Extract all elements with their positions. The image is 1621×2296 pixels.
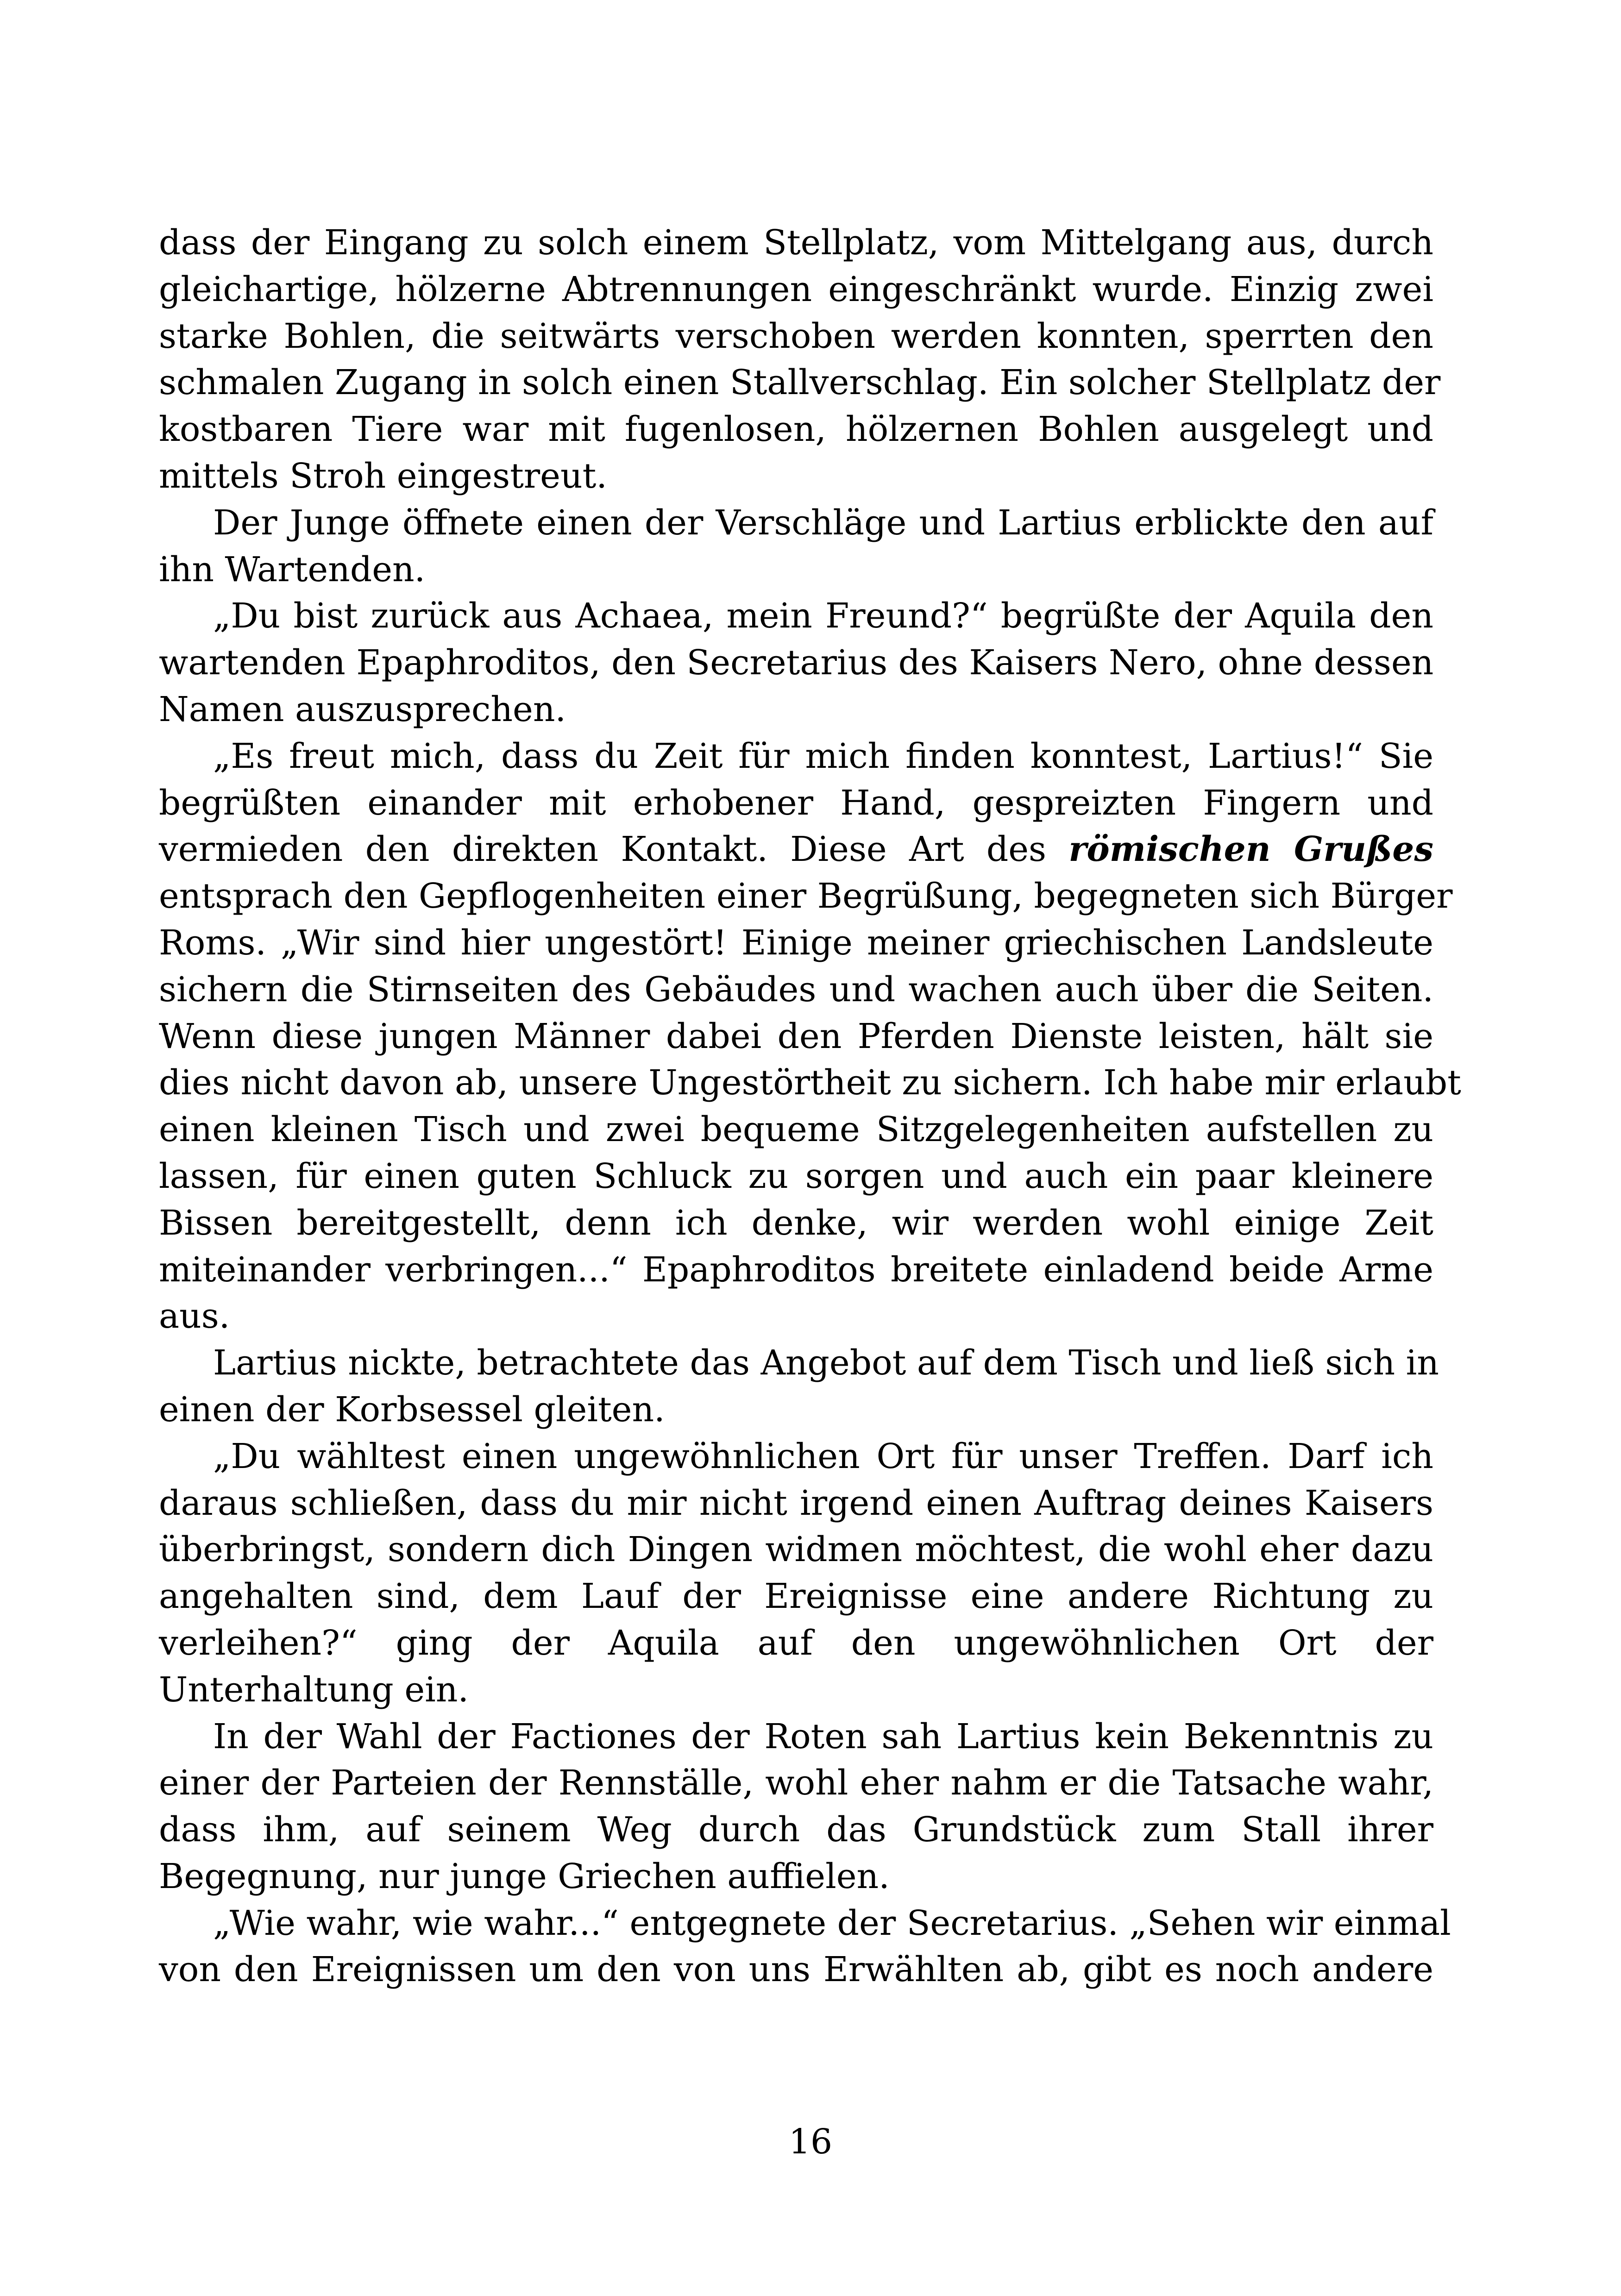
text-line: sichern die Stirnseiten des Gebäudes und wachen auch über die Seiten. [159,969,1433,1010]
text-line: einen kleinen Tisch und zwei bequeme Sitzgelegenheiten aufstellen zu [159,1110,1433,1150]
paragraph [159,1340,1439,1433]
text-line: Der Junge öffnete einen der Verschläge und Lartius erblickte den auf [213,502,1433,543]
text-line: Namen auszusprechen. [159,689,566,729]
text-line: starke Bohlen, die seitwärts verschoben werden konnten, sperrten den [159,316,1433,356]
text-line: kostbaren Tiere war mit fugenlosen, hölzernen Bohlen ausgelegt und [159,409,1433,450]
text-line: aus. [159,1296,230,1336]
text-line: Bissen bereitgestellt, denn ich denke, wir werden wohl einige Zeit [159,1203,1433,1243]
text-line: Roms. „Wir sind hier ungestört! Einige meiner griechischen Landsleute [159,922,1433,963]
text-line: schmalen Zugang in solch einen Stallverschlag. Ein solcher Stellplatz der [159,363,1441,403]
text-line: einen der Korbsessel gleiten. [159,1389,665,1430]
paragraph [159,500,1433,593]
text-line: wartenden Epaphroditos, den Secretarius des Kaisers Nero, ohne dessen [159,643,1434,683]
paragraph [159,733,1461,1340]
text-line: von den Ereignissen um den von uns Erwählten ab, gibt es noch andere [159,1950,1433,1990]
text-segment: vermieden den direkten Kontakt. Diese Art des [159,829,1069,870]
text-line: „Wie wahr, wie wahr...“ entgegnete der Secretarius. „Sehen wir einmal [213,1903,1451,1943]
paragraph [159,1900,1451,1994]
text-line: gleichartige, hölzerne Abtrennungen eingeschränkt wurde. Einzig zwei [159,269,1433,309]
text-line: begrüßten einander mit erhobener Hand, gespreizten Fingern und [159,783,1433,823]
paragraph [159,220,1441,500]
text-line: dass ihm, auf seinem Weg durch das Grundstück zum Stall ihrer [159,1810,1433,1850]
paragraph [159,593,1433,733]
text-line: einer der Parteien der Rennställe, wohl eher nahm er die Tatsache wahr, [159,1763,1433,1803]
text-line: ihn Wartenden. [159,549,426,590]
text-line: Begegnung, nur junge Griechen auffielen. [159,1856,890,1896]
text-line: „Du bist zurück aus Achaea, mein Freund?“ begrüßte der Aquila den [213,596,1433,636]
text-line: überbringst, sondern dich Dingen widmen möchtest, die wohl eher dazu [159,1530,1433,1570]
text-line: dass der Eingang zu solch einem Stellplatz, vom Mittelgang aus, durch [159,223,1433,263]
text-line: lassen, für einen guten Schluck zu sorgen und auch ein paar kleinere [159,1156,1433,1196]
text-line: In der Wahl der Factiones der Roten sah Lartius kein Bekenntnis zu [213,1716,1433,1757]
body-text [159,220,1461,1993]
text-line: mittels Stroh eingestreut. [159,456,607,496]
text-line: Unterhaltung ein. [159,1669,469,1710]
text-line: verleihen?“ ging der Aquila auf den ungewöhnlichen Ort der [159,1623,1433,1663]
text-line: Wenn diese jungen Männer dabei den Pferden Dienste leisten, hält sie [159,1016,1433,1056]
text-line: „Du wähltest einen ungewöhnlichen Ort für unser Treffen. Darf ich [213,1436,1433,1476]
page-number: 16 [788,2122,833,2162]
text-line: angehalten sind, dem Lauf der Ereignisse eine andere Richtung zu [159,1576,1433,1617]
text-line: Lartius nickte, betrachtete das Angebot auf dem Tisch und ließ sich in [213,1343,1439,1383]
paragraph [159,1713,1433,1900]
text-line: „Es freut mich, dass du Zeit für mich finden konntest, Lartius!“ Sie [213,736,1433,776]
text-line: daraus schließen, dass du mir nicht irgend einen Auftrag deines Kaisers [159,1483,1433,1523]
text-line: entsprach den Gepflogenheiten einer Begrüßung, begegneten sich Bürger [159,876,1453,916]
text-line: dies nicht davon ab, unsere Ungestörtheit zu sichern. Ich habe mir erlaubt [159,1063,1461,1103]
paragraph [159,1433,1433,1713]
emphasized-phrase: römischen Grußes [1068,829,1433,870]
text-line [159,826,1433,873]
text-line: miteinander verbringen...“ Epaphroditos breitete einladend beide Arme [159,1249,1433,1290]
